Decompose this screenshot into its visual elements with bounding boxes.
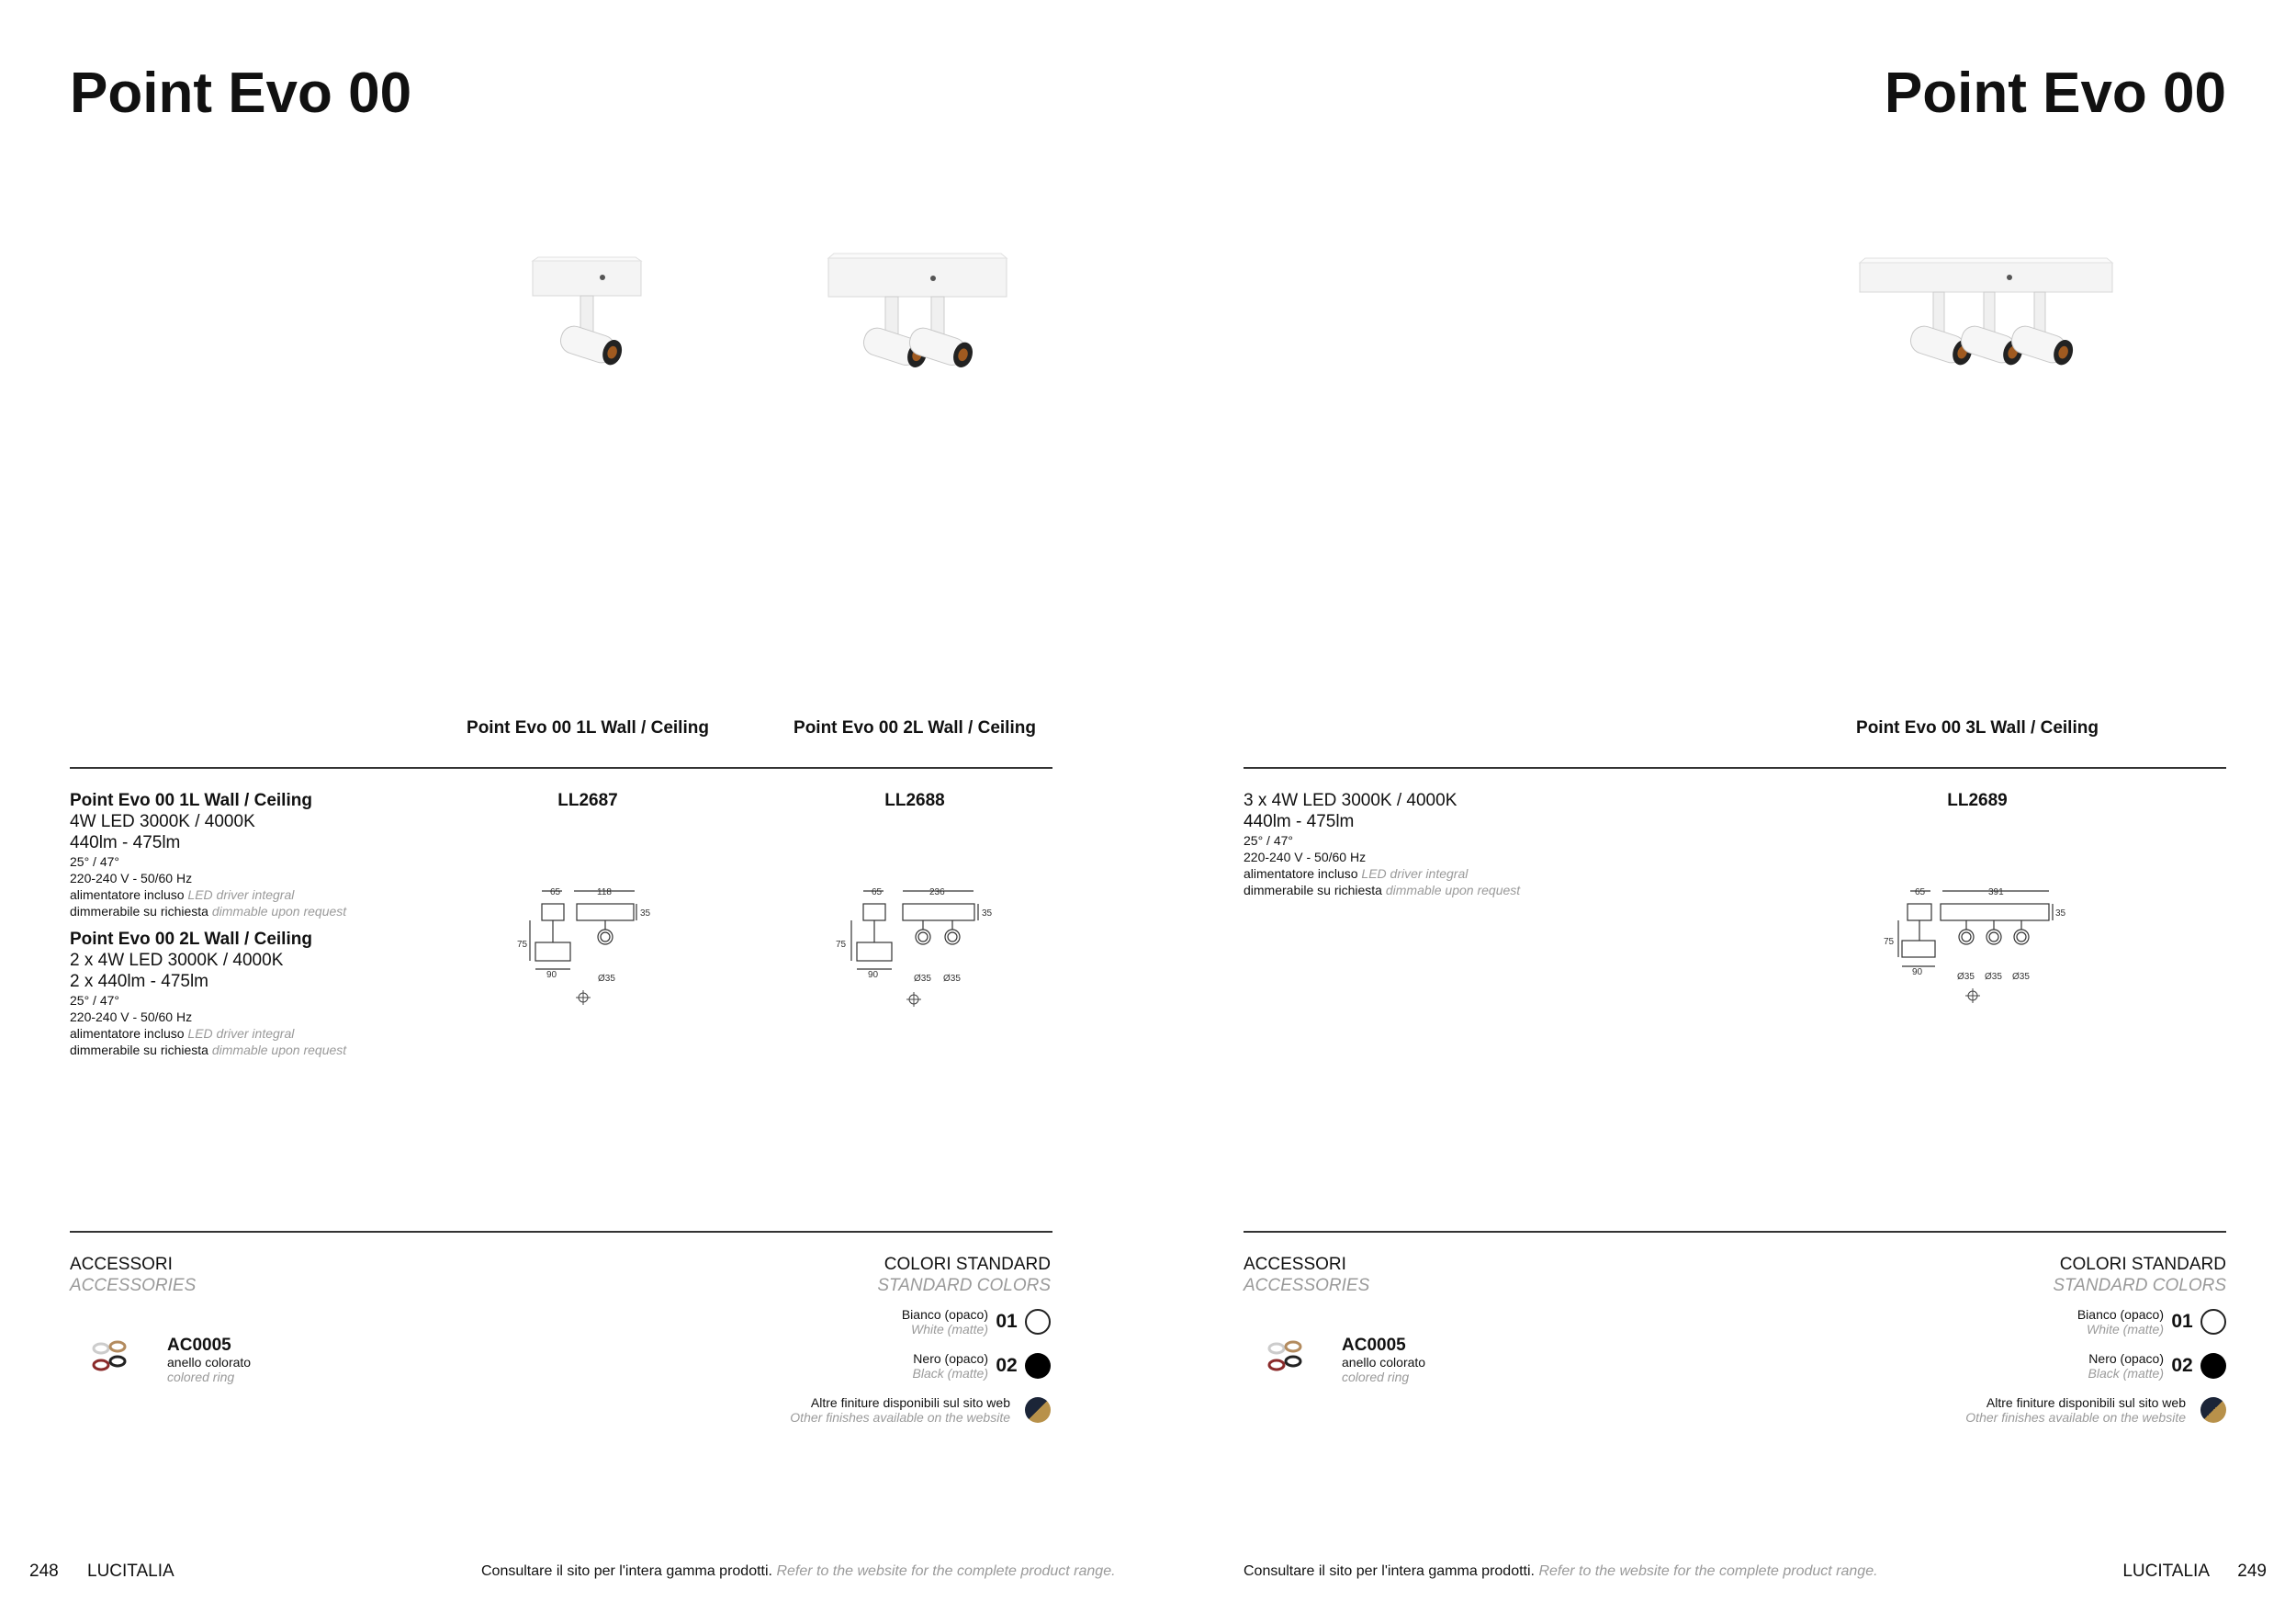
- spec-angle-3l: 25° / 47°: [1244, 833, 1294, 848]
- colors-label-en: STANDARD COLORS: [2053, 1276, 2226, 1295]
- dim-2l-b: 236: [929, 887, 945, 897]
- ring-accessory-icon: [1266, 1339, 1310, 1376]
- product-image-3l: [1846, 248, 2122, 395]
- colors-label: COLORI STANDARD: [2059, 1255, 2226, 1274]
- footer-note-left: Consultare il sito per l'intera gamma prodotti. Refer to the website for the complete product range.: [481, 1563, 1116, 1579]
- colors-header-left: [877, 1254, 1051, 1296]
- dim-1l-d: 75: [517, 940, 528, 950]
- tech-drawing-3l: [1878, 882, 2089, 1010]
- dim-3l-e: 90: [1912, 967, 1923, 977]
- divider-top-right: [1244, 767, 2226, 769]
- spec-power-3l: 3 x 4W LED 3000K / 4000K: [1244, 791, 1458, 810]
- color-white-right: Bianco (opaco) White (matte) 01: [2077, 1307, 2226, 1336]
- spec-power-2l: 2 x 4W LED 3000K / 4000K: [70, 951, 284, 970]
- spec-angle-1l: 25° / 47°: [70, 854, 120, 869]
- page-number-left: 248: [29, 1562, 59, 1581]
- footer-note-right: Consultare il sito per l'intera gamma prodotti. Refer to the website for the complete product range.: [1244, 1563, 1878, 1579]
- swatch-white: [1025, 1309, 1051, 1335]
- divider-top-left: [70, 767, 1052, 769]
- ring-accessory-icon: [90, 1339, 134, 1376]
- spec-name-1l: Point Evo 00 1L Wall / Ceiling: [70, 791, 312, 810]
- dim-2l-d: 75: [836, 940, 847, 950]
- accessory-desc-en: colored ring: [1342, 1370, 1410, 1384]
- product-code-2l: LL2688: [884, 791, 945, 810]
- dim-3l-a: 65: [1915, 887, 1926, 897]
- color-other-right: Altre finiture disponibili sul sito web Other finishes available on the website: [1965, 1395, 2226, 1425]
- colors-header-right: [2053, 1254, 2226, 1296]
- spec-driver-2l: alimentatore incluso LED driver integral: [70, 1026, 295, 1041]
- product-caption-2l: Point Evo 00 2L Wall / Ceiling: [793, 718, 1036, 738]
- product-caption-3l: Point Evo 00 3L Wall / Ceiling: [1856, 718, 2099, 738]
- dim-3l-c: 35: [2055, 908, 2066, 919]
- spec-voltage-2l: 220-240 V - 50/60 Hz: [70, 1009, 193, 1024]
- product-image-1l: [496, 248, 661, 386]
- spec-driver-3l: alimentatore incluso LED driver integral: [1244, 866, 1469, 881]
- product-code-1l: LL2687: [557, 791, 618, 810]
- dim-3l-h: Ø35: [2012, 972, 2030, 982]
- swatch-other-finishes: [1025, 1397, 1051, 1423]
- dim-3l-b: 391: [1988, 887, 2004, 897]
- accessories-label: ACCESSORI: [1244, 1255, 1346, 1274]
- color-black-right: Nero (opaco) Black (matte) 02: [2088, 1351, 2226, 1381]
- page-title-left: Point Evo 00: [70, 62, 412, 125]
- colors-label: COLORI STANDARD: [884, 1255, 1051, 1274]
- brand-left: LUCITALIA: [87, 1562, 174, 1581]
- divider-bottom-right: [1244, 1231, 2226, 1233]
- accessories-header-right: [1244, 1254, 1369, 1296]
- colors-label-en: STANDARD COLORS: [877, 1276, 1051, 1295]
- dim-2l-g: Ø35: [943, 974, 961, 984]
- rotation-icon: [906, 992, 921, 1007]
- spec-dim-3l: dimmerabile su richiesta dimmable upon request: [1244, 883, 1521, 897]
- accessory-item-right: [1342, 1336, 1425, 1384]
- dim-1l-c: 35: [640, 908, 651, 919]
- dim-1l-f: Ø35: [598, 974, 615, 984]
- accessory-code: AC0005: [1342, 1336, 1406, 1355]
- accessory-item-left: [167, 1336, 251, 1384]
- accessory-desc: anello colorato: [167, 1355, 252, 1370]
- swatch-other-finishes: [2200, 1397, 2226, 1423]
- color-white-left: Bianco (opaco) White (matte) 01: [902, 1307, 1051, 1336]
- accessory-desc-en: colored ring: [167, 1370, 235, 1384]
- dim-3l-f: Ø35: [1957, 972, 1975, 982]
- spec-driver-1l: alimentatore incluso LED driver integral: [70, 887, 295, 902]
- accessories-header-left: [70, 1254, 196, 1296]
- product-code-3l: LL2689: [1947, 791, 2008, 810]
- dim-1l-e: 90: [546, 970, 557, 980]
- spec-dim-1l: dimmerabile su richiesta dimmable upon request: [70, 904, 347, 919]
- spec-lumen-2l: 2 x 440lm - 475lm: [70, 972, 209, 991]
- specs-left: [70, 790, 456, 1058]
- color-other-left: Altre finiture disponibili sul sito web Other finishes available on the website: [790, 1395, 1051, 1425]
- spec-lumen-3l: 440lm - 475lm: [1244, 812, 1355, 831]
- divider-bottom-left: [70, 1231, 1052, 1233]
- spec-angle-2l: 25° / 47°: [70, 993, 120, 1008]
- dim-3l-g: Ø35: [1985, 972, 2002, 982]
- accessories-label-en: ACCESSORIES: [70, 1276, 197, 1295]
- accessory-desc: anello colorato: [1342, 1355, 1426, 1370]
- tech-drawing-1l: [510, 882, 666, 1010]
- product-caption-1l: Point Evo 00 1L Wall / Ceiling: [467, 718, 709, 738]
- product-image-2l: [790, 243, 1019, 390]
- dim-2l-a: 65: [872, 887, 883, 897]
- specs-right: [1244, 790, 1629, 898]
- dim-2l-e: 90: [868, 970, 879, 980]
- page-title-right: Point Evo 00: [1884, 62, 2226, 125]
- dim-2l-f: Ø35: [914, 974, 931, 984]
- spec-power-1l: 4W LED 3000K / 4000K: [70, 812, 255, 831]
- accessory-code: AC0005: [167, 1336, 231, 1355]
- dim-1l-b: 118: [597, 887, 612, 897]
- accessories-label-en: ACCESSORIES: [1244, 1276, 1370, 1295]
- spec-name-2l: Point Evo 00 2L Wall / Ceiling: [70, 930, 312, 949]
- dim-1l-a: 65: [550, 887, 561, 897]
- spec-voltage-3l: 220-240 V - 50/60 Hz: [1244, 850, 1367, 864]
- brand-right: LUCITALIA: [2122, 1562, 2210, 1581]
- spec-dim-2l: dimmerabile su richiesta dimmable upon request: [70, 1043, 347, 1057]
- rotation-icon: [1965, 988, 1980, 1003]
- accessories-label: ACCESSORI: [70, 1255, 173, 1274]
- rotation-icon: [576, 990, 591, 1005]
- dim-2l-c: 35: [982, 908, 993, 919]
- tech-drawing-2l: [831, 882, 1015, 1010]
- page-number-right: 249: [2237, 1562, 2267, 1581]
- dim-3l-d: 75: [1884, 937, 1895, 947]
- spec-lumen-1l: 440lm - 475lm: [70, 833, 181, 852]
- swatch-black: [1025, 1353, 1051, 1379]
- swatch-white: [2200, 1309, 2226, 1335]
- spec-voltage-1l: 220-240 V - 50/60 Hz: [70, 871, 193, 885]
- swatch-black: [2200, 1353, 2226, 1379]
- color-black-left: Nero (opaco) Black (matte) 02: [913, 1351, 1051, 1381]
